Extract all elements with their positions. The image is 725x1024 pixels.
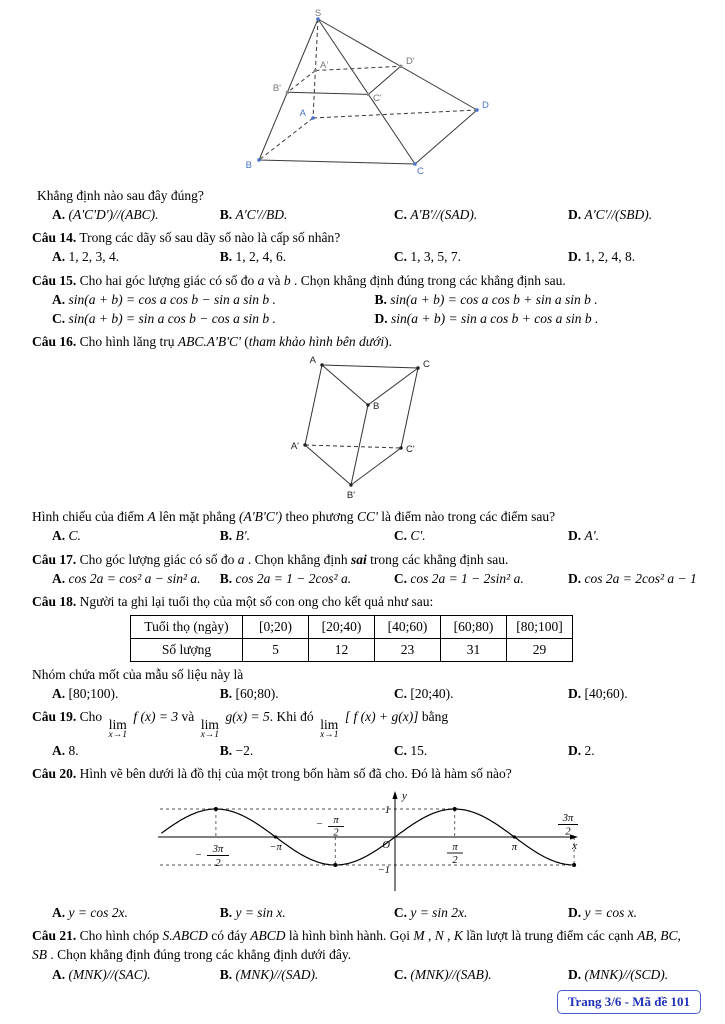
question-label: Câu 14. (32, 230, 77, 246)
prism-figure (32, 353, 697, 505)
option-a: A. [80;100). (52, 686, 119, 702)
option-b: B. sin(a + b) = cos a cos b + sin a sin b . (374, 291, 598, 307)
sine-graph-svg (150, 785, 580, 897)
vertex-label-c-prime: C' (372, 93, 382, 104)
vertex-label-b: B (245, 160, 252, 171)
frequency-table (130, 615, 573, 662)
option-b: B. −2. (219, 742, 254, 758)
origin-label: O (381, 840, 390, 852)
question-text (32, 550, 697, 569)
prism-edges-solid (305, 365, 418, 485)
vertex-label-b-prime: B' (272, 83, 281, 94)
vertex-label-c-prime: C' (405, 444, 415, 456)
connector-text: . Khi đó (269, 709, 314, 725)
option-a: A. y = cos 2x. (52, 905, 128, 921)
tick-pi: π (511, 842, 517, 854)
option-d: D. A'C'//(SBD). (567, 207, 653, 223)
option-b: B. y = sin x. (219, 905, 286, 921)
fraction-pi-2 (447, 842, 463, 866)
question-text (32, 271, 697, 290)
option-c: C. 1, 3, 5, 7. (393, 249, 461, 265)
vertex-label-a: A (309, 355, 316, 367)
fraction-3pi-2 (558, 813, 578, 838)
option-c: C. (MNK)//(SAB). (393, 966, 492, 982)
question-body: Người ta ghi lại tuổi thọ của một số con ong cho kết quả như sau: (76, 593, 434, 609)
question-label: Câu 20. (32, 765, 77, 781)
table-cell: [0;20) (243, 616, 309, 639)
fraction-numerator: π (332, 815, 339, 827)
option-d: D. A'. (567, 528, 599, 544)
question-label: Câu 21. (32, 928, 77, 944)
fraction-denominator: 2 (214, 858, 221, 870)
x-axis-label: x (571, 840, 577, 853)
table-cell: [40;60) (375, 616, 441, 639)
options-row (52, 741, 697, 760)
minus-sign: − (194, 850, 202, 862)
vertex-label-d: D (481, 100, 489, 111)
tick-minus-pi: −π (268, 842, 282, 854)
question-body: Hình vẽ bên dưới là đồ thị của một trong bốn hàm số đã cho. Đó là hàm số nào? (76, 765, 512, 781)
option-c: C. [20;40). (393, 686, 454, 702)
question-label: Câu 17. (32, 551, 77, 567)
option-a: A. sin(a + b) = cos a cos b − sin a sin b . (52, 291, 276, 307)
option-d: D. (MNK)//(SCD). (567, 966, 669, 982)
option-d: D. 2. (567, 742, 595, 758)
pyramid-edges-solid (259, 19, 477, 164)
question-15 (32, 271, 697, 328)
question-text (32, 228, 697, 247)
fraction-numerator: 3π (562, 813, 573, 825)
question-text (32, 592, 697, 611)
question-body: Cho hai góc lượng giác có số đo a và b . Chọn khẳng định đúng trong các khẳng định sau. (76, 272, 566, 288)
fraction-minus-pi-2 (315, 815, 343, 839)
vertex-label-c: C (416, 166, 424, 177)
lim-word: lim (108, 716, 127, 732)
prism-labels (290, 355, 429, 501)
question-label: Câu 18. (32, 593, 77, 609)
lim-word: lim (200, 716, 219, 732)
question-body: Cho (76, 709, 103, 725)
question-label: Câu 16. (32, 334, 77, 350)
lim-subscript: x→1 (320, 730, 339, 741)
question-16 (32, 332, 697, 545)
question-label: Câu 19. (32, 709, 77, 725)
table-cell: [80;100] (507, 616, 573, 639)
table-cell: [60;80) (441, 616, 507, 639)
vertex-label-a-prime: A' (290, 441, 299, 453)
options-row (52, 569, 697, 588)
question-subtext (32, 507, 697, 526)
question-note: Nhóm chứa mốt của mẫu số liệu này là (32, 667, 244, 683)
y-axis-label: y (401, 790, 407, 803)
pyramid-figure (32, 8, 697, 182)
question-body: Trong các dãy số sau dãy số nào là cấp số nhân? (76, 230, 341, 246)
pyramid-svg (236, 8, 494, 178)
tick-one: 1 (384, 805, 390, 817)
fraction-denominator: 2 (451, 855, 458, 867)
question-sub-body: Hình chiếu của điểm A lên mặt phẳng (A'B'C') theo phương CC' là điểm nào trong các điểm sau? (32, 509, 556, 525)
question-label: Câu 15. (32, 272, 77, 288)
g-expression: g(x) = 5 (225, 709, 270, 725)
fraction-numerator: π (451, 842, 458, 854)
connector-text: và (178, 709, 198, 725)
option-a: A. C. (52, 528, 81, 544)
table-row-intervals (131, 616, 573, 639)
option-b: B. B'. (219, 528, 250, 544)
question-text: Khẳng định nào sau đây đúng? (37, 188, 204, 203)
option-b: B. cos 2a = 1 − 2cos² a. (219, 570, 352, 586)
table-cell: 31 (441, 639, 507, 662)
option-b: B. A'C'//BD. (219, 207, 288, 223)
option-b: B. (MNK)//(SAD). (219, 966, 319, 982)
f-expression: f (x) = 3 (133, 709, 179, 725)
option-d: D. [40;60). (567, 686, 628, 702)
question-18 (32, 592, 697, 703)
option-a: A. (A'C'D')//(ABC). (52, 207, 159, 223)
tick-minus-one: −1 (377, 865, 390, 877)
question-17 (32, 550, 697, 588)
page-footer: Trang 3/6 - Mã đề 101 (557, 990, 701, 1014)
table-cell: 5 (243, 639, 309, 662)
tail-text: bằng (418, 709, 449, 725)
question-20 (32, 764, 697, 922)
option-a: A. cos 2a = cos² a − sin² a. (52, 570, 201, 586)
vertex-label-s: S (314, 8, 321, 19)
vertex-label-a-prime: A' (319, 60, 328, 71)
table-header-cell: Tuổi thọ (ngày) (131, 616, 243, 639)
question-text (32, 707, 697, 740)
prism-vertex-dots (303, 364, 419, 487)
question-text (32, 764, 697, 783)
options-row (52, 965, 697, 984)
question-body: Cho góc lượng giác có số đo a . Chọn khẳng định sai trong các khẳng định sau. (76, 551, 509, 567)
option-b: B. [60;80). (219, 686, 279, 702)
option-b: B. 1, 2, 4, 6. (219, 249, 287, 265)
option-c: C. C'. (393, 528, 426, 544)
fraction-denominator: 2 (332, 827, 339, 839)
graph-axes (158, 791, 578, 891)
limit-notation (320, 718, 338, 741)
options-row (52, 526, 697, 545)
options-row (52, 903, 697, 922)
question-text (32, 926, 697, 964)
question-21 (32, 926, 697, 983)
prism-edges-dashed (305, 445, 401, 448)
option-d: D. 1, 2, 4, 8. (567, 249, 636, 265)
graph-figure (32, 785, 697, 901)
options-row (52, 247, 697, 266)
vertex-label-b-prime: B' (346, 490, 355, 502)
option-a: A. (MNK)//(SAC). (52, 966, 151, 982)
question-body: Cho hình lăng trụ ABC.A'B'C' (tham khảo hình bên dưới). (76, 334, 392, 350)
question-body: Cho hình chóp S.ABCD có đáy ABCD là hình bình hành. Gọi M , N , K lần lượt là trung điểm các cạnh AB, BC, SB . Chọn khẳng định đúng trong các khẳng định dưới đây. (32, 928, 681, 963)
sum-expression: [ f (x) + g(x)] (344, 709, 419, 725)
options-grid (52, 290, 697, 328)
option-c: C. cos 2a = 1 − 2sin² a. (393, 570, 524, 586)
fraction-minus-3pi-2 (194, 844, 228, 869)
limit-notation (201, 718, 219, 741)
question-text (32, 332, 697, 351)
option-a: A. 1, 2, 3, 4. (52, 249, 120, 265)
vertex-label-a: A (299, 108, 306, 119)
table-row-counts (131, 639, 573, 662)
limit-notation (109, 718, 127, 741)
table-cell: [20;40) (309, 616, 375, 639)
fraction-denominator: 2 (564, 826, 571, 838)
graph-labels (269, 790, 577, 876)
lim-subscript: x→1 (108, 730, 127, 741)
option-c: C. A'B'//(SAD). (393, 207, 478, 223)
question-19 (32, 707, 697, 760)
fraction-numerator: 3π (212, 844, 223, 856)
question-continued (32, 186, 697, 224)
vertex-label-b: B (372, 401, 379, 413)
options-row (52, 205, 697, 224)
table-cell: 29 (507, 639, 573, 662)
options-row (52, 684, 697, 703)
lim-word: lim (320, 716, 339, 732)
table-cell: 23 (375, 639, 441, 662)
option-c: C. y = sin 2x. (393, 905, 468, 921)
lim-subscript: x→1 (200, 730, 220, 741)
vertex-label-c: C (422, 359, 430, 371)
minus-sign: − (315, 819, 323, 831)
option-d: D. y = cos x. (567, 905, 638, 921)
option-c: C. sin(a + b) = sin a cos b − cos a sin b . (52, 310, 276, 326)
table-header-cell: Số lượng (131, 639, 243, 662)
table-cell: 12 (309, 639, 375, 662)
option-a: A. 8. (52, 742, 79, 758)
prism-svg (290, 353, 440, 501)
option-d: D. cos 2a = 2cos² a − 1 (567, 570, 697, 586)
option-d: D. sin(a + b) = sin a cos b + cos a sin b . (374, 310, 599, 326)
vertex-label-d-prime: D' (405, 56, 415, 67)
question-14 (32, 228, 697, 266)
option-c: C. 15. (393, 742, 428, 758)
